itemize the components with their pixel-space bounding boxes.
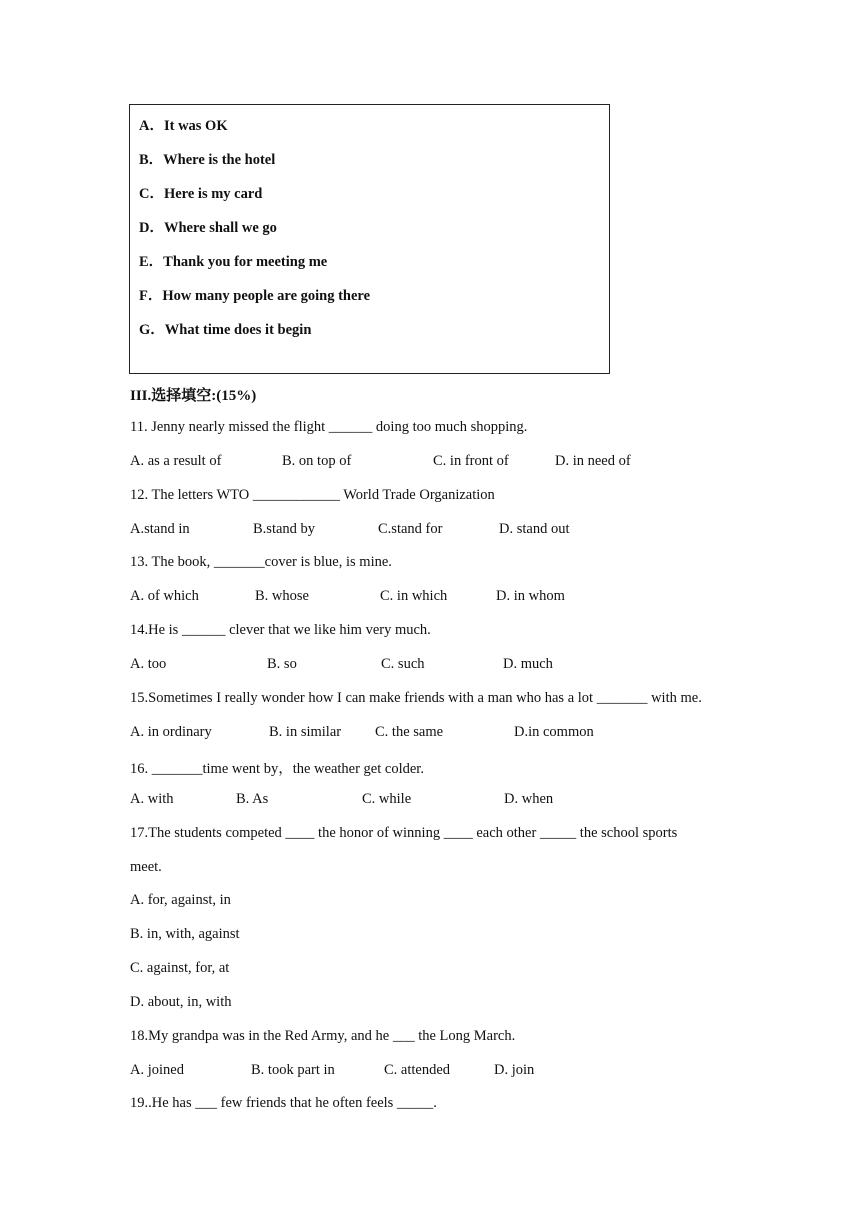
q14-option-b: B. so	[267, 656, 297, 672]
question-18: 18.My grandpa was in the Red Army, and he ___ the Long March.	[130, 1028, 516, 1044]
q11-option-c: C. in front of	[433, 453, 509, 469]
q15-option-b: B. in similar	[269, 724, 342, 740]
q15-option-c: C. the same	[375, 724, 444, 740]
q18-option-d: D. join	[494, 1062, 535, 1078]
question-17-line2: meet.	[130, 859, 162, 875]
q14-option-c: C. such	[381, 656, 425, 672]
q11-option-a: A. as a result of	[130, 453, 222, 469]
q11-option-d: D. in need of	[555, 453, 631, 469]
box-option-a: A．It was OK	[139, 118, 228, 134]
q12-option-a: A.stand in	[130, 521, 190, 537]
q18-option-c: C. attended	[384, 1062, 451, 1078]
q17-option-d: D. about, in, with	[130, 994, 232, 1010]
section-heading: III.选择填空:(15%)	[130, 388, 257, 404]
answer-options-box	[129, 104, 610, 374]
q17-option-a: A. for, against, in	[130, 892, 231, 908]
question-19: 19..He has ___ few friends that he often feels _____.	[130, 1095, 437, 1111]
q12-option-d: D. stand out	[499, 521, 570, 537]
q15-option-d: D.in common	[514, 724, 594, 740]
q16-option-a: A. with	[130, 791, 174, 807]
q17-option-b: B. in, with, against	[130, 926, 240, 942]
box-option-b: B．Where is the hotel	[139, 152, 276, 168]
q16-option-b: B. As	[236, 791, 269, 807]
question-13: 13. The book, _______cover is blue, is mine.	[130, 554, 392, 570]
question-11: 11. Jenny nearly missed the flight ______ doing too much shopping.	[130, 419, 528, 435]
box-option-d: D．Where shall we go	[139, 220, 277, 236]
question-17-line1: 17.The students competed ____ the honor of winning ____ each other _____ the school sports	[130, 825, 678, 841]
box-option-e: E．Thank you for meeting me	[139, 254, 328, 270]
q13-option-c: C. in which	[380, 588, 448, 604]
box-option-f: F．How many people are going there	[139, 288, 371, 304]
q18-option-b: B. took part in	[251, 1062, 335, 1078]
q16-option-d: D. when	[504, 791, 554, 807]
q11-option-b: B. on top of	[282, 453, 352, 469]
q13-option-b: B. whose	[255, 588, 309, 604]
q14-option-d: D. much	[503, 656, 553, 672]
q17-option-c: C. against, for, at	[130, 960, 230, 976]
q14-option-a: A. too	[130, 656, 167, 672]
q13-option-a: A. of which	[130, 588, 199, 604]
question-14: 14.He is ______ clever that we like him very much.	[130, 622, 431, 638]
q12-option-c: C.stand for	[378, 521, 443, 537]
box-option-c: C．Here is my card	[139, 186, 263, 202]
q13-option-d: D. in whom	[496, 588, 565, 604]
box-option-g: G．What time does it begin	[139, 322, 312, 338]
question-16: 16. _______time went by，the weather get colder.	[130, 761, 424, 777]
q12-option-b: B.stand by	[253, 521, 316, 537]
q18-option-a: A. joined	[130, 1062, 184, 1078]
q15-option-a: A. in ordinary	[130, 724, 212, 740]
question-12: 12. The letters WTO ____________ World Trade Organization	[130, 487, 495, 503]
question-15: 15.Sometimes I really wonder how I can make friends with a man who has a lot _______ with me.	[130, 690, 702, 706]
q16-option-c: C. while	[362, 791, 412, 807]
